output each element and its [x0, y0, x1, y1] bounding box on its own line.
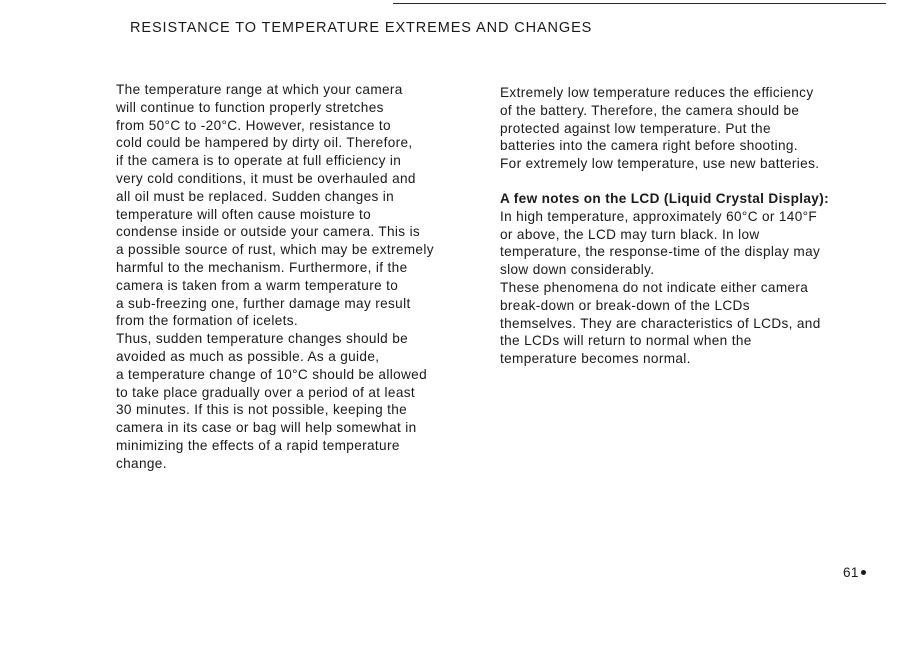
- text-line: the LCDs will return to normal when the: [500, 333, 752, 349]
- text-line: harmful to the mechanism. Furthermore, if the: [116, 259, 408, 275]
- text-line: if the camera is to operate at full efficiency in: [116, 153, 402, 169]
- text-line: Thus, sudden temperature changes should be: [116, 331, 409, 347]
- text-line: camera in its case or bag will help somewhat in: [116, 420, 417, 436]
- right-column: [500, 84, 829, 368]
- header-rule: [393, 3, 886, 4]
- text-line: break-down or break-down of the LCDs: [500, 297, 750, 313]
- paragraph-gap: [500, 173, 829, 190]
- text-line: temperature will often cause moisture to: [116, 206, 372, 222]
- text-line: of the battery. Therefore, the camera should be: [500, 102, 800, 118]
- text-line: The temperature range at which your camera: [116, 82, 403, 97]
- text-line: from the formation of icelets.: [116, 313, 299, 329]
- text-line: to take place gradually over a period of at least: [116, 384, 416, 400]
- text-line: a possible source of rust, which may be extremely: [116, 242, 434, 258]
- text-line: avoided as much as possible. As a guide,: [116, 348, 380, 364]
- text-line: 30 minutes. If this is not possible, keeping the: [116, 402, 408, 418]
- text-line: cold could be hampered by dirty oil. Therefore,: [116, 135, 413, 151]
- text-line: For extremely low temperature, use new batteries.: [500, 156, 820, 172]
- text-line: from 50°C to -20°C. However, resistance to: [116, 117, 391, 133]
- section-heading: RESISTANCE TO TEMPERATURE EXTREMES AND CHANGES: [130, 20, 593, 36]
- text-line: themselves. They are characteristics of LCDs, and: [500, 315, 821, 331]
- text-line: slow down considerably.: [500, 262, 655, 278]
- text-line: change.: [116, 455, 167, 471]
- text-line: temperature becomes normal.: [500, 351, 691, 367]
- text-line: very cold conditions, it must be overhauled and: [116, 170, 416, 186]
- page-number: [843, 565, 866, 580]
- lcd-subheading: A few notes on the LCD (Liquid Crystal Display):: [500, 190, 829, 206]
- text-line: or above, the LCD may turn black. In low: [500, 226, 760, 242]
- text-line: will continue to function properly stretches: [116, 99, 384, 115]
- text-line: protected against low temperature. Put the: [500, 120, 771, 136]
- text-line: minimizing the effects of a rapid temperature: [116, 437, 400, 453]
- text-line: a temperature change of 10°C should be allowed: [116, 366, 427, 382]
- text-line: These phenomena do not indicate either camera: [500, 279, 809, 295]
- text-line: condense inside or outside your camera. This is: [116, 224, 421, 240]
- bullet-icon: [861, 570, 866, 575]
- text-line: all oil must be replaced. Sudden changes in: [116, 188, 395, 204]
- text-line: Extremely low temperature reduces the efficiency: [500, 85, 814, 100]
- left-column: [116, 81, 434, 473]
- text-line: camera is taken from a warm temperature to: [116, 277, 399, 293]
- text-line: In high temperature, approximately 60°C or 140°F: [500, 208, 818, 224]
- text-line: temperature, the response-time of the display may: [500, 244, 821, 260]
- text-line: a sub-freezing one, further damage may result: [116, 295, 411, 311]
- page-number-text: 61: [843, 565, 859, 580]
- text-line: batteries into the camera right before shooting.: [500, 138, 798, 154]
